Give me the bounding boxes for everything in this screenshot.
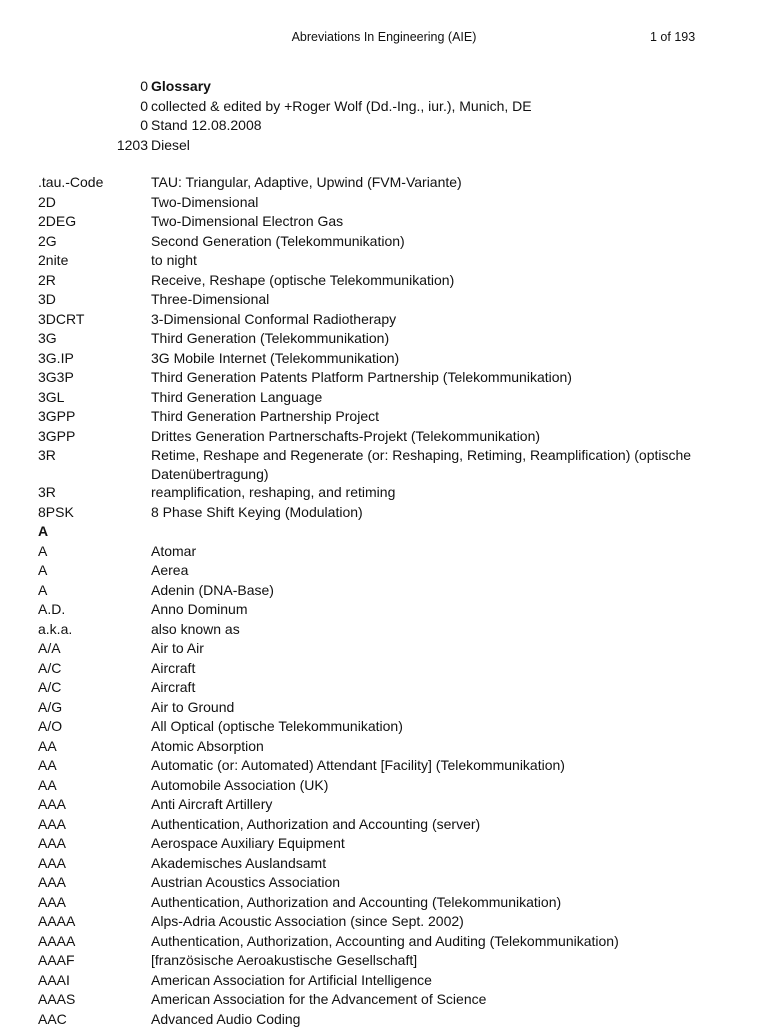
definition: Two-Dimensional Electron Gas <box>151 212 711 232</box>
definition: Two-Dimensional <box>151 193 711 213</box>
abbreviation: 3GPP <box>38 427 75 447</box>
abbreviation-list <box>0 173 768 1029</box>
abbreviation: 3G.IP <box>38 349 74 369</box>
glossary-entry <box>0 737 768 757</box>
abbreviation: AAA <box>38 834 66 854</box>
glossary-preamble <box>0 77 768 155</box>
preamble-text: Glossary <box>151 77 211 97</box>
preamble-text: collected & edited by +Roger Wolf (Dd.-Ing., iur.), Munich, DE <box>151 97 532 117</box>
abbreviation: 2G <box>38 232 57 252</box>
glossary-entry <box>0 990 768 1010</box>
abbreviation: AAC <box>38 1010 67 1029</box>
glossary-entry <box>0 834 768 854</box>
abbreviation: a.k.a. <box>38 620 72 640</box>
definition: Three-Dimensional <box>151 290 711 310</box>
glossary-entry <box>0 1010 768 1029</box>
glossary-entry <box>0 310 768 330</box>
abbreviation: AAA <box>38 873 66 893</box>
preamble-text: Diesel <box>151 136 190 156</box>
glossary-entry <box>0 503 768 523</box>
abbreviation: AAAA <box>38 912 75 932</box>
abbreviation: A <box>38 581 47 601</box>
glossary-entry <box>0 173 768 193</box>
abbreviation: 3R <box>38 483 56 503</box>
abbreviation: 3G3P <box>38 368 74 388</box>
definition: American Association for the Advancement of Science <box>151 990 711 1010</box>
abbreviation: AAAF <box>38 951 75 971</box>
abbreviation: 2R <box>38 271 56 291</box>
definition: reamplification, reshaping, and retiming <box>151 483 711 503</box>
abbreviation: A <box>38 542 47 562</box>
abbreviation: 3GPP <box>38 407 75 427</box>
definition: Anno Dominum <box>151 600 711 620</box>
definition: Alps-Adria Acoustic Association (since Sept. 2002) <box>151 912 711 932</box>
abbreviation: AAA <box>38 893 66 913</box>
page-header <box>0 30 768 48</box>
abbreviation: AA <box>38 756 57 776</box>
abbreviation: 3GL <box>38 388 64 408</box>
glossary-entry <box>0 251 768 271</box>
glossary-entry <box>0 912 768 932</box>
definition: Aerea <box>151 561 711 581</box>
definition: Retime, Reshape and Regenerate (or: Reshaping, Retiming, Reamplification) (optische Datenübertragung) <box>151 446 711 483</box>
abbreviation: A.D. <box>38 600 65 620</box>
definition: Air to Ground <box>151 698 711 718</box>
glossary-entry <box>0 388 768 408</box>
definition: American Association for Artificial Intelligence <box>151 971 711 991</box>
glossary-entry <box>0 212 768 232</box>
abbreviation: A <box>38 561 47 581</box>
glossary-entry <box>0 407 768 427</box>
page-number: 1 of 193 <box>650 30 695 44</box>
definition: Aircraft <box>151 659 711 679</box>
abbreviation: 3DCRT <box>38 310 84 330</box>
preamble-row <box>0 136 768 156</box>
abbreviation: 8PSK <box>38 503 74 523</box>
definition: TAU: Triangular, Adaptive, Upwind (FVM-Variante) <box>151 173 711 193</box>
definition: Authentication, Authorization and Accounting (server) <box>151 815 711 835</box>
abbreviation: 2nite <box>38 251 68 271</box>
glossary-entry <box>0 600 768 620</box>
glossary-entry <box>0 483 768 503</box>
definition: Third Generation Language <box>151 388 711 408</box>
section-heading <box>0 522 768 542</box>
abbreviation: A/O <box>38 717 62 737</box>
definition: Aerospace Auxiliary Equipment <box>151 834 711 854</box>
abbreviation: A/A <box>38 639 61 659</box>
abbreviation: AA <box>38 776 57 796</box>
definition: Austrian Acoustics Association <box>151 873 711 893</box>
glossary-entry <box>0 639 768 659</box>
abbreviation: AA <box>38 737 57 757</box>
definition: Atomic Absorption <box>151 737 711 757</box>
abbreviation: 2D <box>38 193 56 213</box>
preamble-number: 0 <box>88 116 148 136</box>
abbreviation: AAA <box>38 815 66 835</box>
definition: Automobile Association (UK) <box>151 776 711 796</box>
glossary-entry <box>0 815 768 835</box>
abbreviation: A/C <box>38 659 61 679</box>
glossary-entry <box>0 951 768 971</box>
glossary-entry <box>0 893 768 913</box>
glossary-entry <box>0 581 768 601</box>
definition: All Optical (optische Telekommunikation) <box>151 717 711 737</box>
definition: Authentication, Authorization, Accounting and Auditing (Telekommunikation) <box>151 932 711 952</box>
abbreviation: 3D <box>38 290 56 310</box>
glossary-entry <box>0 193 768 213</box>
abbreviation: AAAS <box>38 990 75 1010</box>
glossary-entry <box>0 698 768 718</box>
abbreviation: AAAI <box>38 971 70 991</box>
definition: Third Generation (Telekommunikation) <box>151 329 711 349</box>
definition: Receive, Reshape (optische Telekommunikation) <box>151 271 711 291</box>
preamble-number: 0 <box>88 77 148 97</box>
definition: Advanced Audio Coding <box>151 1010 711 1029</box>
glossary-entry <box>0 659 768 679</box>
glossary-entry <box>0 932 768 952</box>
definition: Second Generation (Telekommunikation) <box>151 232 711 252</box>
abbreviation: AAAA <box>38 932 75 952</box>
definition: Drittes Generation Partnerschafts-Projekt (Telekommunikation) <box>151 427 711 447</box>
glossary-entry <box>0 368 768 388</box>
glossary-entry <box>0 776 768 796</box>
definition: Third Generation Partnership Project <box>151 407 711 427</box>
preamble-row <box>0 97 768 117</box>
glossary-entry <box>0 971 768 991</box>
abbreviation: 3G <box>38 329 57 349</box>
glossary-entry <box>0 620 768 640</box>
definition: to night <box>151 251 711 271</box>
glossary-entry <box>0 427 768 447</box>
definition: Aircraft <box>151 678 711 698</box>
definition: Anti Aircraft Artillery <box>151 795 711 815</box>
preamble-number: 0 <box>88 97 148 117</box>
glossary-entry <box>0 756 768 776</box>
abbreviation: AAA <box>38 854 66 874</box>
preamble-text: Stand 12.08.2008 <box>151 116 262 136</box>
glossary-entry <box>0 271 768 291</box>
abbreviation: AAA <box>38 795 66 815</box>
glossary-entry <box>0 542 768 562</box>
preamble-number: 1203 <box>88 136 148 156</box>
abbreviation: A <box>38 522 48 542</box>
definition: also known as <box>151 620 711 640</box>
abbreviation: A/G <box>38 698 62 718</box>
abbreviation: 3R <box>38 446 56 466</box>
definition: Authentication, Authorization and Accounting (Telekommunikation) <box>151 893 711 913</box>
abbreviation: 2DEG <box>38 212 76 232</box>
glossary-entry <box>0 795 768 815</box>
definition: Adenin (DNA-Base) <box>151 581 711 601</box>
definition: 8 Phase Shift Keying (Modulation) <box>151 503 711 523</box>
glossary-entry <box>0 329 768 349</box>
glossary-entry <box>0 446 768 483</box>
glossary-entry <box>0 290 768 310</box>
definition: Akademisches Auslandsamt <box>151 854 711 874</box>
definition: Atomar <box>151 542 711 562</box>
glossary-entry <box>0 873 768 893</box>
definition: 3G Mobile Internet (Telekommunikation) <box>151 349 711 369</box>
definition: Air to Air <box>151 639 711 659</box>
glossary-entry <box>0 854 768 874</box>
definition: [französische Aeroakustische Gesellschaft] <box>151 951 711 971</box>
abbreviation: .tau.-Code <box>38 173 103 193</box>
definition: Automatic (or: Automated) Attendant [Facility] (Telekommunikation) <box>151 756 711 776</box>
glossary-entry <box>0 717 768 737</box>
glossary-entry <box>0 678 768 698</box>
preamble-row <box>0 77 768 97</box>
preamble-row <box>0 116 768 136</box>
definition: Third Generation Patents Platform Partnership (Telekommunikation) <box>151 368 711 388</box>
glossary-entry <box>0 349 768 369</box>
abbreviation: A/C <box>38 678 61 698</box>
document-title: Abreviations In Engineering (AIE) <box>0 30 768 44</box>
glossary-entry <box>0 561 768 581</box>
glossary-entry <box>0 232 768 252</box>
definition: 3-Dimensional Conformal Radiotherapy <box>151 310 711 330</box>
